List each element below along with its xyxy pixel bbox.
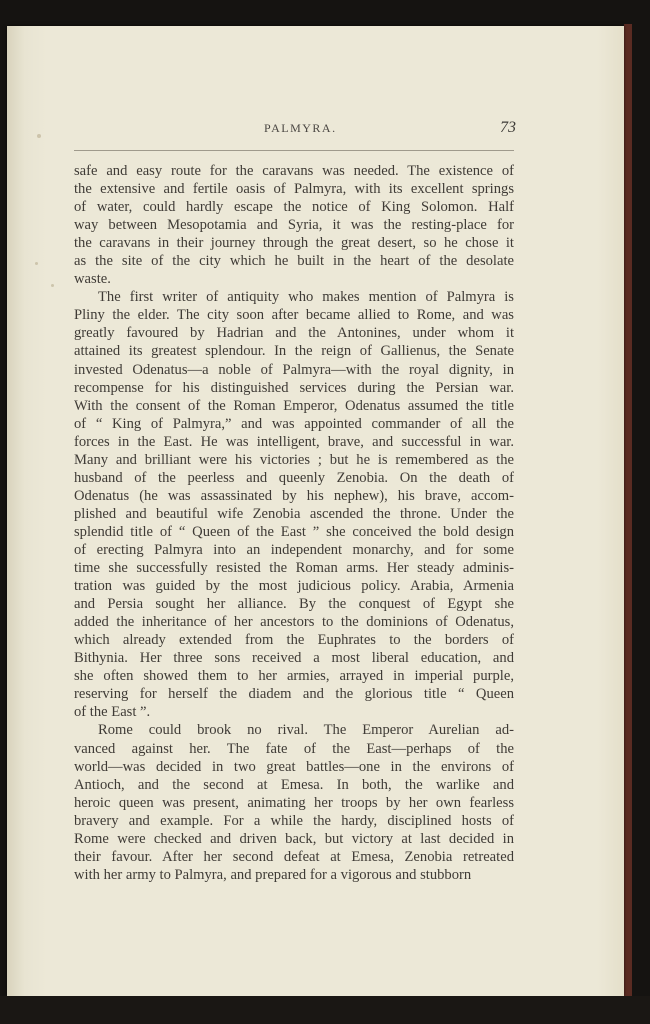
text-line: With the consent of the Roman Emperor, Odenatus assumed the title [74,397,514,414]
text-line: forces in the East. He was intelligent, brave, and successful in war. [74,433,514,450]
text-line: added the inheritance of her ancestors to the dominions of Odenatus, [74,614,514,631]
text-line: of the East ”. [74,704,151,721]
text-line: The first writer of antiquity who makes mention of Palmyra is [98,289,514,306]
text-line: vanced against her. The fate of the East—perhaps of the [74,740,514,757]
text-line: their favour. After her second defeat at Emesa, Zenobia retreated [74,848,514,865]
text-line: safe and easy route for the caravans was needed. The existence of [74,163,514,179]
text-line: of “ King of Palmyra,” and was appointed commander of all the [74,415,514,432]
text-line: Pliny the elder. The city soon after became allied to Rome, and was [74,307,514,324]
text-line: of erecting Palmyra into an independent monarchy, and for some [74,541,514,558]
text-line: waste. [74,271,111,288]
text-line: bravery and example. For a while the hardy, disciplined hosts of [74,812,514,829]
text-line: Antioch, and the second at Emesa. In both, the warlike and [74,776,514,793]
book-cover-edge [624,24,632,999]
text-line: time she successfully resisted the Roman arms. Her steady adminis- [74,560,514,577]
body-text [74,162,514,884]
text-line: attained its greatest splendour. In the reign of Gallienus, the Senate [74,343,514,360]
text-line: Rome could brook no rival. The Emperor Aurelian ad- [98,722,514,739]
text-line: with her army to Palmyra, and prepared for a vigorous and stubborn [74,866,472,883]
text-line: Many and brilliant were his victories ; but he is remembered as the [74,451,514,468]
running-head [0,121,650,141]
text-line: world—was decided in two great battles—one in the environs of [74,758,514,775]
text-line: tration was guided by the most judicious policy. Arabia, Armenia [74,578,514,595]
page-number: 73 [500,119,516,136]
text-line: invested Odenatus—a noble of Palmyra—with the royal dignity, in [74,361,514,378]
text-line: and Persia sought her alliance. By the conquest of Egypt she [74,596,514,613]
text-line: greatly favoured by Hadrian and the Antonines, under whom it [74,325,514,342]
text-line: Rome were checked and driven back, but victory at last decided in [74,830,514,847]
text-line: splendid title of “ Queen of the East ” she conceived the bold design [74,523,514,540]
paragraph [74,288,514,721]
text-line: which already extended from the Euphrates to the borders of [74,632,514,649]
header-rule [74,150,514,151]
paper-speck [35,262,38,265]
text-line: the extensive and fertile oasis of Palmyra, with its excellent springs [74,181,514,198]
text-line: reserving for herself the diadem and the glorious title “ Queen [74,686,514,703]
paper-speck [51,284,54,287]
paragraph [74,162,514,288]
text-line: she often showed them to her armies, arrayed in imperial purple, [74,668,514,685]
text-line: heroic queen was present, animating her troops by her own fearless [74,794,514,811]
text-line: of water, could hardly escape the notice of King Solomon. Half [74,199,514,216]
running-title: PALMYRA. [264,121,337,135]
text-line: Odenatus (he was assassinated by his nephew), his brave, accom- [74,487,514,504]
text-line: husband of the peerless and queenly Zenobia. On the death of [74,469,514,486]
scan-bottom-edge [0,996,650,1024]
text-line: way between Mesopotamia and Syria, it was the resting-place for [74,217,514,234]
text-line: Bithynia. Her three sons received a most liberal education, and [74,650,514,667]
paragraph [74,721,514,883]
text-line: plished and beautiful wife Zenobia ascended the throne. Under the [74,505,514,522]
text-line: the caravans in their journey through the great desert, so he chose it [74,235,514,252]
text-line: recompense for his distinguished services during the Persian war. [74,379,514,396]
text-line: as the site of the city which he built in the heart of the desolate [74,253,514,270]
